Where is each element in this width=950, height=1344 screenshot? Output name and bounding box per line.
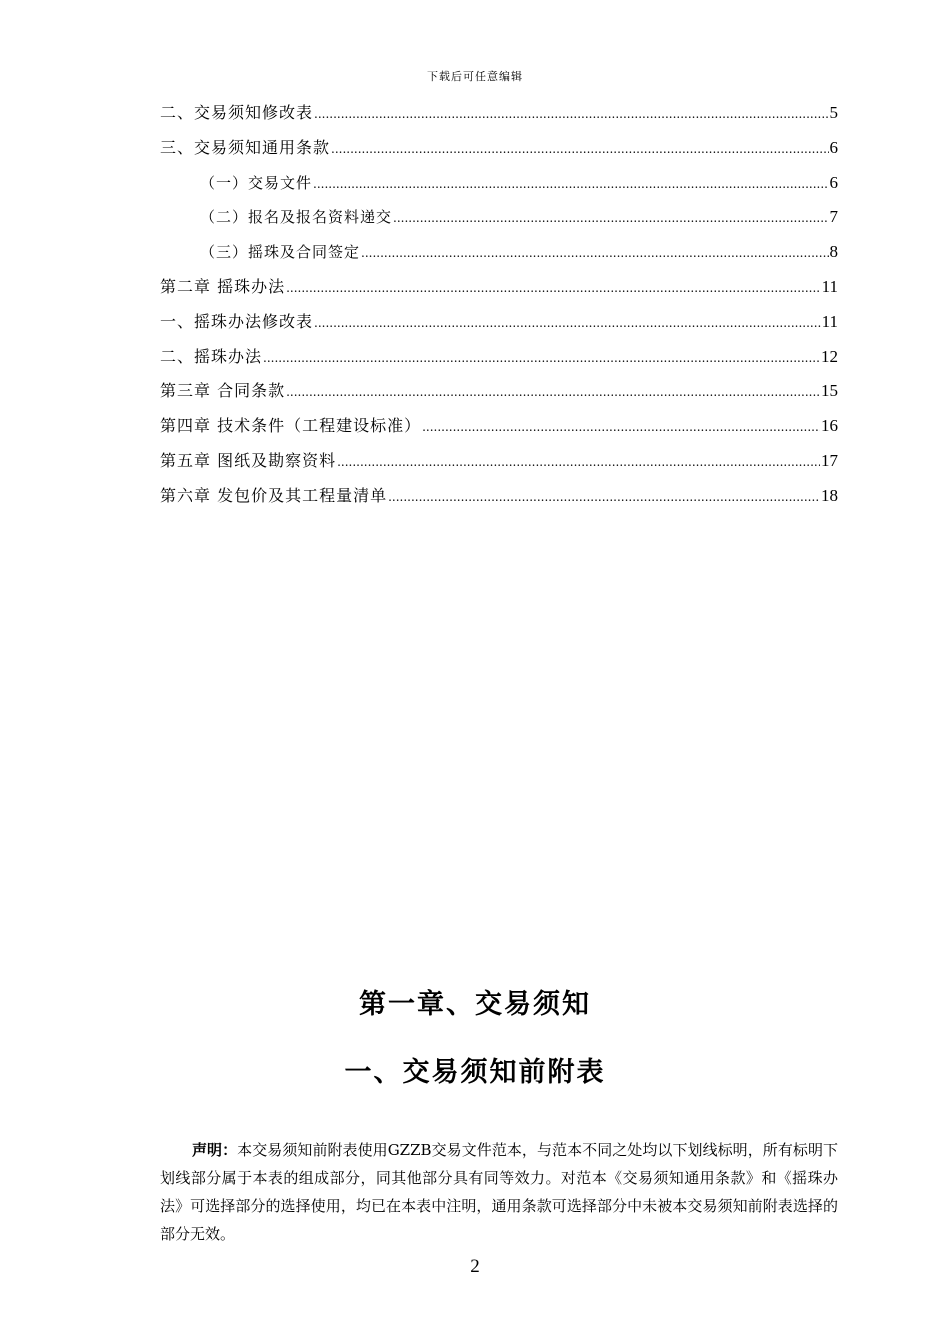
toc-dot-leader xyxy=(286,377,820,407)
toc-entry-page: 15 xyxy=(821,381,838,401)
toc-entry-title: 三、交易须知通用条款 xyxy=(160,137,331,157)
toc-entry-page: 11 xyxy=(821,311,838,331)
toc-dot-leader xyxy=(314,308,821,338)
toc-entry[interactable] xyxy=(160,307,838,342)
toc-entry-page: 11 xyxy=(821,276,838,296)
toc-entry-page: 7 xyxy=(829,207,838,227)
chapter-title: 第一章、交易须知 xyxy=(359,989,591,1020)
toc-entry-page: 6 xyxy=(829,172,838,192)
toc-entry-page: 12 xyxy=(821,346,838,366)
page-header: 下载后可任意编辑 xyxy=(427,70,523,83)
section-title: 一、交易须知前附表 xyxy=(344,1057,606,1088)
toc-entry-title: 一、摇珠办法修改表 xyxy=(160,311,314,331)
toc-entry[interactable] xyxy=(160,133,838,168)
toc-subentry[interactable] xyxy=(160,168,838,203)
toc-entry-title: 二、摇珠办法 xyxy=(160,346,263,366)
toc-entry-title: 第六章 发包价及其工程量清单 xyxy=(160,485,388,505)
toc-entry-title: 第五章 图纸及勘察资料 xyxy=(160,450,337,470)
toc-entry-page: 16 xyxy=(821,416,838,436)
statement-label: 声明： xyxy=(192,1141,238,1159)
toc-entry-title: （二）报名及报名资料递交 xyxy=(200,208,393,227)
toc-dot-leader xyxy=(337,447,820,477)
toc-dot-leader xyxy=(388,482,820,512)
toc-entry-title: 第三章 合同条款 xyxy=(160,381,286,401)
toc-entry-page: 8 xyxy=(829,242,838,262)
page-number: 2 xyxy=(470,1256,480,1277)
toc-entry[interactable] xyxy=(160,272,838,307)
toc-entry-title: 第四章 技术条件（工程建设标准） xyxy=(160,416,422,436)
table-of-contents xyxy=(160,98,838,516)
toc-dot-leader xyxy=(393,203,828,233)
statement-paragraph xyxy=(160,1136,838,1248)
toc-dot-leader xyxy=(361,238,828,268)
statement-text: 本交易须知前附表使用GZZB交易文件范本，与范本不同之处均以下划线标明，所有标明下划线部分属于本表的组成部分，同其他部分具有同等效力。对范本《交易须知通用条款》和《摇珠办法》可选择部分的选择使用，均已在本表中注明，通用条款可选择部分中未被本交易须知前附表选择的部分无效。 xyxy=(160,1141,838,1243)
toc-dot-leader xyxy=(422,412,820,442)
toc-entry[interactable] xyxy=(160,376,838,411)
toc-entry-page: 5 xyxy=(829,103,838,122)
toc-entry-title: 二、交易须知修改表 xyxy=(160,103,314,122)
toc-dot-leader xyxy=(331,134,828,164)
toc-entry[interactable] xyxy=(160,411,838,446)
toc-dot-leader xyxy=(314,99,828,129)
toc-entry[interactable] xyxy=(160,342,838,377)
toc-entry[interactable] xyxy=(160,481,838,516)
toc-subentry[interactable] xyxy=(160,237,838,272)
toc-entry-page: 17 xyxy=(821,450,838,470)
toc-entry[interactable] xyxy=(160,98,838,133)
toc-entry-page: 18 xyxy=(821,485,838,505)
toc-subentry[interactable] xyxy=(160,202,838,237)
toc-entry-page: 6 xyxy=(829,137,838,157)
toc-dot-leader xyxy=(286,273,821,303)
toc-entry-title: （三）摇珠及合同签定 xyxy=(200,243,361,262)
toc-entry-title: （一）交易文件 xyxy=(200,173,313,192)
toc-dot-leader xyxy=(263,343,820,373)
toc-entry-title: 第二章 摇珠办法 xyxy=(160,276,286,296)
toc-entry[interactable] xyxy=(160,446,838,481)
toc-dot-leader xyxy=(313,169,828,199)
